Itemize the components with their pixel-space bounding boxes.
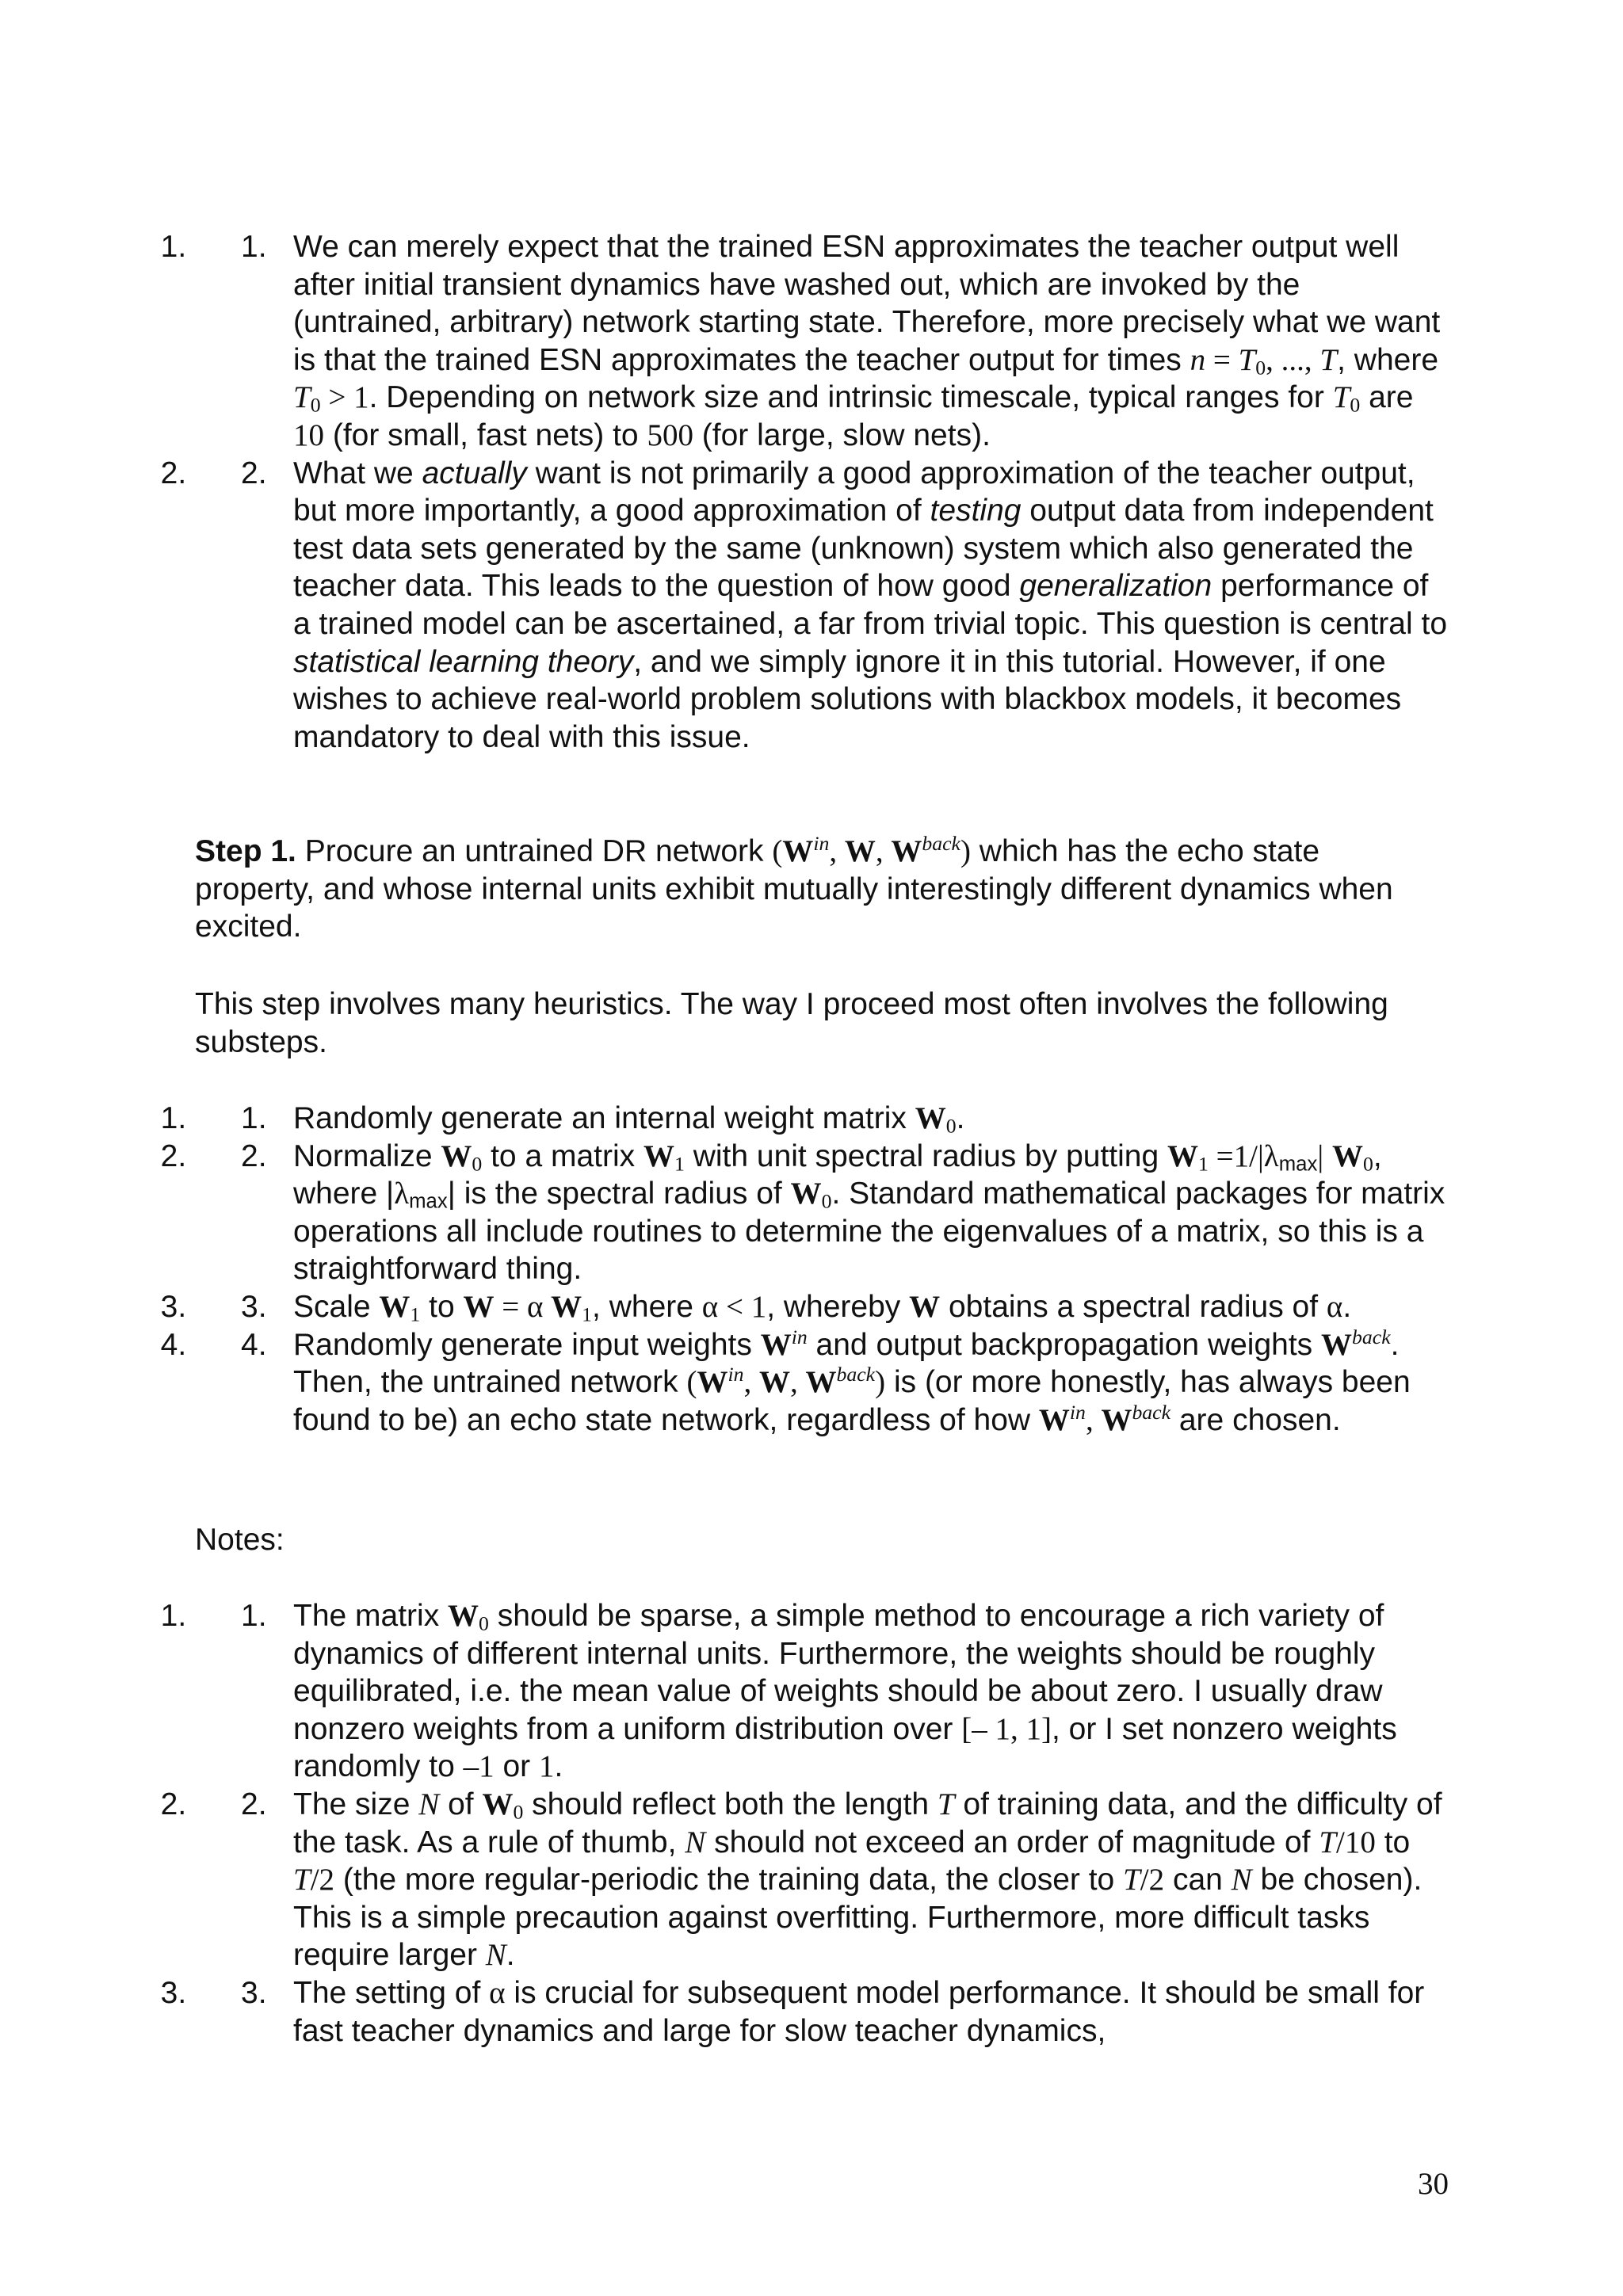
text-run: to <box>1375 1825 1411 1859</box>
substeps-list <box>195 1100 1447 1439</box>
list-item <box>195 455 1447 757</box>
math-text: N <box>485 1938 506 1973</box>
text-run: , where <box>592 1289 702 1324</box>
math-text: , <box>1085 1402 1102 1437</box>
text-run: Randomly generate input weights <box>293 1327 761 1362</box>
text-run: and output backpropagation weights <box>807 1327 1322 1362</box>
list-item-number: 3. 3. <box>241 1975 267 2010</box>
math-text: W <box>463 1289 495 1324</box>
math-text: N <box>685 1825 706 1859</box>
text-run: The setting of <box>293 1975 490 2010</box>
text-run: (for large, slow nets). <box>693 418 991 452</box>
text-run: with unit spectral radius by putting <box>684 1138 1168 1173</box>
math-text: W <box>1101 1402 1132 1437</box>
math-text: 1 <box>674 1152 685 1176</box>
math-text: 1 <box>1198 1152 1209 1176</box>
text-run: are chosen. <box>1170 1402 1341 1437</box>
math-text: W <box>379 1289 411 1324</box>
math-text: ) <box>875 1365 886 1400</box>
math-text: back <box>922 831 960 855</box>
list-item-number: 1. 1. <box>241 230 267 264</box>
text-run: . <box>554 1749 563 1784</box>
math-text: , <box>743 1365 760 1400</box>
list-item-number: 2. 2. <box>241 1138 267 1173</box>
text-run: , where <box>1337 342 1439 377</box>
math-text: > 1 <box>320 380 369 415</box>
math-text: W <box>1321 1327 1353 1362</box>
math-text: T <box>1319 1825 1337 1859</box>
math-text: ( <box>686 1365 697 1400</box>
list-item <box>195 1326 1447 1440</box>
text-run: The size <box>293 1787 419 1821</box>
math-text: W <box>448 1599 479 1633</box>
text-run: of <box>439 1787 483 1821</box>
math-text: , <box>829 834 845 868</box>
transient-caveats-list <box>195 228 1447 756</box>
math-text: W <box>697 1365 728 1400</box>
math-text: 0 <box>513 1800 524 1824</box>
math-text: 0 <box>821 1189 832 1213</box>
math-text: W <box>643 1138 674 1173</box>
list-item <box>195 1974 1447 2050</box>
math-text: W <box>760 1327 792 1362</box>
math-text: W <box>805 1365 837 1400</box>
math-text: /10 <box>1336 1825 1376 1859</box>
list-item <box>195 1100 1447 1138</box>
page-number: 30 <box>1418 2167 1449 2201</box>
list-item <box>195 1138 1447 1288</box>
text-run: , where | <box>293 1138 1382 1211</box>
math-text: n <box>1190 342 1206 377</box>
math-text: T <box>1332 380 1350 415</box>
math-text: α <box>1326 1289 1343 1324</box>
math-text: W <box>1331 1138 1363 1173</box>
math-text: , <box>875 834 892 868</box>
text-run: or <box>494 1749 539 1784</box>
text-run <box>1323 1139 1332 1173</box>
text-run: | is the spectral radius of <box>447 1177 791 1211</box>
math-text: 0 <box>1255 356 1266 379</box>
math-text: 10 <box>293 418 324 452</box>
math-text: λ <box>1263 1138 1279 1173</box>
math-text: T <box>1238 342 1256 377</box>
math-text: W <box>759 1365 791 1400</box>
text-run: should not exceed an order of magnitude of <box>705 1825 1319 1859</box>
math-text: , ..., <box>1266 342 1320 377</box>
text-run: should be sparse, a simple method to encourage a rich variety of dynamics of different internal units. Furthermore, the weights should be roughly equilibrated, i.e. the mean value of weights should be about zero. I usually draw nonzero weights from a uniform distribution over <box>293 1599 1384 1746</box>
text-run: max <box>1278 1153 1318 1176</box>
math-text: W <box>891 834 922 868</box>
list-item <box>195 1597 1447 1786</box>
math-text: /2 <box>310 1863 335 1897</box>
text-run: . Depending on network size and intrinsic timescale, typical ranges for <box>369 380 1333 415</box>
math-text: back <box>1352 1325 1391 1348</box>
text-run: , and we simply ignore it in this tutorial. However, if one wishes to achieve real-world problem solutions with blackbox models, it becomes mandatory to deal with this issue. <box>293 644 1402 754</box>
text-run: Randomly generate an internal weight matrix <box>293 1101 915 1135</box>
list-item-number: 1. 1. <box>241 1599 267 1633</box>
math-text: = <box>1205 342 1239 377</box>
math-text: T <box>293 380 311 415</box>
math-text: ( <box>772 834 783 868</box>
math-text: back <box>836 1363 876 1386</box>
text-run: obtains a spectral radius of <box>940 1289 1327 1324</box>
text-run: Scale <box>293 1289 380 1324</box>
math-text: N <box>418 1787 440 1821</box>
math-text: α < 1 <box>701 1289 767 1324</box>
notes-list <box>195 1597 1447 2050</box>
list-item <box>195 228 1447 455</box>
math-text: 1 <box>410 1302 421 1326</box>
step-1-text <box>195 831 1393 944</box>
math-text: in <box>813 831 830 855</box>
list-item <box>195 1786 1447 1974</box>
text-run: to a matrix <box>482 1138 643 1173</box>
math-text: 0 <box>945 1114 957 1138</box>
list-item-number: 2. 2. <box>241 456 267 490</box>
emphasis-text: generalization <box>1019 569 1212 604</box>
text-run: output data from independent test data sets generated by the same (unknown) system which also generated the teacher data. This leads to the question of how good <box>293 494 1434 604</box>
text-run: want is not primarily a good approximation of the teacher output, but more importantly, a good approximation of <box>293 456 1415 528</box>
text-run: Normalize <box>293 1138 441 1173</box>
list-item-number: 2. 2. <box>241 1787 267 1821</box>
math-text: W <box>909 1289 941 1324</box>
math-text: [– 1, 1] <box>961 1711 1052 1746</box>
text-run: of training data, and the difficulty of the task. As a rule of thumb, <box>293 1787 1442 1859</box>
notes-label: Notes: <box>195 1523 285 1557</box>
math-text: , <box>790 1365 806 1400</box>
math-text: 1 <box>582 1302 593 1326</box>
text-run: Procure an untrained DR network <box>296 834 773 868</box>
math-text: W <box>782 834 814 868</box>
math-text: /2 <box>1140 1863 1165 1897</box>
math-text: W <box>790 1177 822 1211</box>
math-text: N <box>1231 1863 1252 1897</box>
math-text: T <box>293 1863 311 1897</box>
math-text: =1/| <box>1208 1138 1264 1173</box>
math-text: in <box>1069 1400 1086 1424</box>
text-run: The matrix <box>293 1599 449 1633</box>
math-text: 0 <box>472 1152 483 1176</box>
math-text: 0 <box>310 394 321 418</box>
math-text: α <box>489 1975 506 2010</box>
math-text: W <box>915 1101 946 1135</box>
math-text: ) <box>960 834 971 868</box>
text-run: What we <box>293 456 422 490</box>
math-text: W <box>551 1289 582 1324</box>
text-run: (for small, fast nets) to <box>324 418 647 452</box>
list-item-number: 3. 3. <box>241 1289 267 1324</box>
text-run: be chosen). This is a simple precaution against overfitting. Furthermore, more difficult tasks require larger <box>293 1863 1423 1973</box>
text-run: which has the echo state property, and whose internal units exhibit mutually interestingly different dynamics when excited. <box>195 834 1393 944</box>
math-text: W <box>1038 1402 1070 1437</box>
math-text: in <box>791 1325 808 1348</box>
math-text: in <box>727 1363 744 1386</box>
math-text: back <box>1132 1400 1171 1424</box>
emphasis-text: actually <box>422 456 527 490</box>
text-run: (the more regular-periodic the training data, the closer to <box>334 1863 1124 1897</box>
math-text: W <box>844 834 876 868</box>
emphasis-text: statistical learning theory <box>293 644 634 679</box>
math-text: –1 <box>463 1749 495 1784</box>
math-text: λ <box>394 1177 410 1211</box>
step-1-paragraph <box>195 833 1447 946</box>
text-run: are <box>1360 380 1414 415</box>
text-run: to <box>420 1289 464 1324</box>
emphasis-text: testing <box>930 494 1022 528</box>
math-text: W <box>441 1138 472 1173</box>
substeps-intro-paragraph: This step involves many heuristics. The way I proceed most often involves the following substeps. <box>195 987 1388 1059</box>
math-text: 1 <box>538 1749 555 1784</box>
math-text: T <box>937 1787 955 1821</box>
math-text: | <box>1317 1138 1324 1173</box>
math-text: 500 <box>647 418 693 452</box>
math-text: T <box>1123 1863 1140 1897</box>
math-text: 0 <box>1350 394 1361 418</box>
text-run: max <box>409 1190 448 1213</box>
text-run: performance of a trained model can be ascertained, a far from trivial topic. This question is central to <box>293 569 1448 641</box>
text-run: is crucial for subsequent model performance. It should be small for fast teacher dynamics and large for slow teacher dynamics, <box>293 1975 1425 2048</box>
math-text: W <box>482 1787 514 1821</box>
text-run: , or I set nonzero weights randomly to <box>293 1711 1397 1784</box>
text-run: . Then, the untrained network <box>293 1327 1400 1400</box>
text-run: . Standard mathematical packages for matrix operations all include routines to determine the eigenvalues of a matrix, so this is a straightforward thing. <box>293 1177 1445 1287</box>
list-item-number: 1. 1. <box>241 1101 267 1135</box>
math-text: T <box>1319 342 1338 377</box>
text-run: . <box>956 1101 965 1135</box>
text-run: can <box>1164 1863 1232 1897</box>
step-1-label: Step 1. <box>195 834 296 868</box>
math-text: = α <box>494 1289 552 1324</box>
math-text: 0 <box>479 1611 489 1635</box>
text-run: , whereby <box>766 1289 910 1324</box>
text-run: should reflect both the length <box>523 1787 938 1821</box>
math-text: W <box>1167 1138 1199 1173</box>
text-run: We can merely expect that the trained ESN approximates the teacher output well after initial transient dynamics have washed out, which are invoked by the (untrained, arbitrary) network starting state. Therefore, more precisely what we want is that the trained ESN approximates the teacher output for times <box>293 230 1441 377</box>
math-text: 0 <box>1362 1152 1373 1176</box>
list-item <box>195 1288 1447 1326</box>
text-run: . <box>506 1938 515 1973</box>
text-run: . <box>1342 1289 1352 1324</box>
text-run: is (or more honestly, has always been found to be) an echo state network, regardless of how <box>293 1365 1411 1437</box>
list-item-number: 4. 4. <box>241 1327 267 1362</box>
